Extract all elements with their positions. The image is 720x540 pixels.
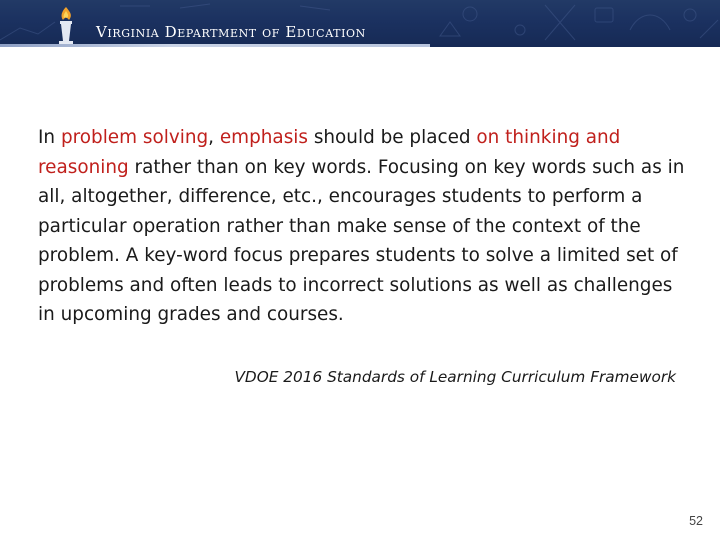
slide-number: 52 — [689, 514, 703, 528]
quote-segment: should be placed — [307, 127, 477, 148]
highlighted-phrase: problem solving — [60, 127, 209, 148]
header-banner — [0, 0, 720, 47]
torch-icon — [48, 5, 84, 45]
highlighted-phrase: emphasis — [219, 127, 308, 148]
quote-segment: In — [38, 127, 61, 148]
header-title: Virginia Department of Education — [96, 23, 366, 41]
citation: VDOE 2016 Standards of Learning Curriculum Framework — [234, 368, 676, 386]
quote-segment: rather than on key words. Focusing on key words such as in all, altogether, difference, etc., encourages students to perform a particular operation rather than make sense of the context of the problem. A key-word focus prepares students to solve a limited set of problems and often leads to incorrect solutions as well as challenges in upcoming grades and courses. — [38, 156, 685, 325]
header-divider — [0, 44, 430, 47]
quote-segment: , — [208, 127, 220, 148]
highlighted-phrase: on thinking and reasoning — [38, 127, 621, 178]
quote-text — [38, 123, 690, 330]
